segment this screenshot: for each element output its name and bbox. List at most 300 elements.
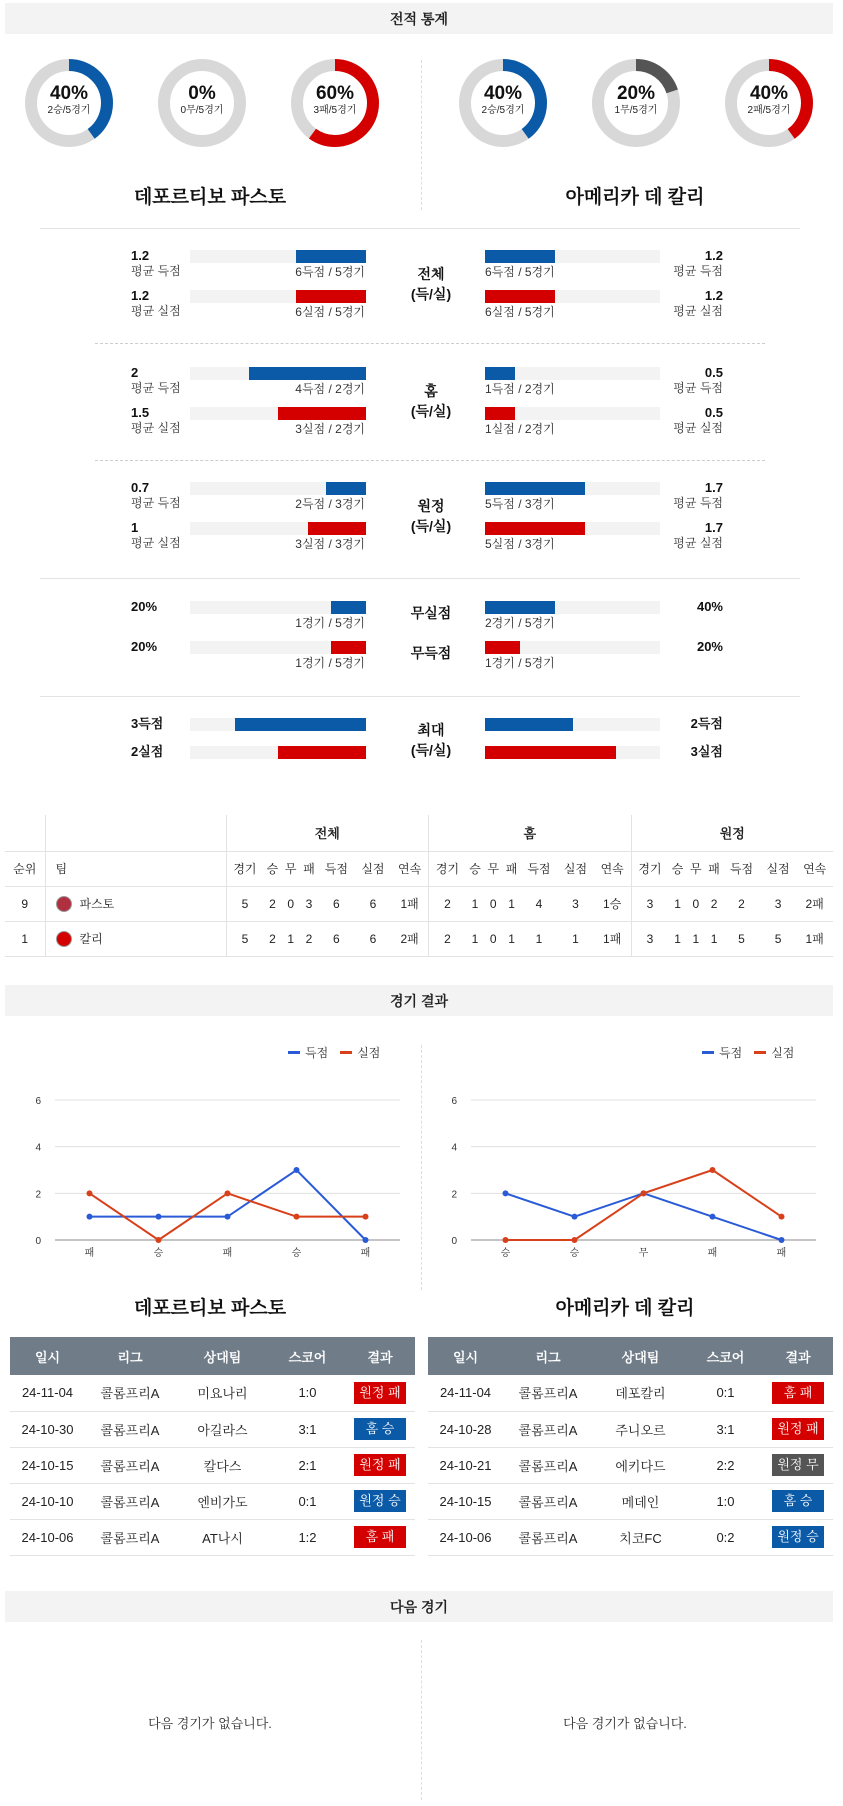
away-stat-label: 평균 실점 — [673, 421, 723, 435]
away-stat-bar — [485, 522, 585, 535]
donut-percent: 60% — [315, 83, 355, 104]
match-score: 0:1 — [270, 1483, 345, 1519]
stat-cell: 4 — [535, 896, 543, 911]
match-opponent: 주니오르 — [593, 1411, 688, 1447]
match-league: 콜롬프리A — [85, 1411, 175, 1447]
home-stat-value: 1.2 — [131, 288, 150, 303]
team-name: 칼리 — [79, 931, 103, 946]
data-point — [294, 1167, 300, 1173]
x-tick-label: 승 — [153, 1248, 164, 1259]
table-row — [428, 1447, 833, 1483]
x-tick-label: 승 — [569, 1248, 580, 1259]
data-point — [87, 1190, 93, 1196]
match-league: 콜롬프리A — [503, 1375, 593, 1411]
home-stat-value: 3득점 — [131, 716, 164, 731]
table-row — [10, 1375, 415, 1411]
results-col-header: 상대팀 — [175, 1337, 270, 1375]
team-crest-icon — [56, 931, 72, 947]
data-point — [225, 1190, 231, 1196]
result-badge: 원정 패 — [772, 1418, 824, 1440]
home-stat-bar — [331, 641, 366, 654]
col-header: 승 — [671, 862, 684, 876]
data-point — [87, 1214, 93, 1220]
team-crest-icon — [56, 896, 72, 912]
stat-cell: 1 — [508, 896, 515, 911]
col-header: 무 — [487, 862, 500, 876]
away-no-next-match: 다음 경기가 없습니다. — [563, 1716, 687, 1731]
stat-cell: 5 — [774, 931, 782, 946]
away-stat-bar — [485, 718, 573, 731]
standings-group-title: 전체 — [226, 815, 429, 851]
away-recent-goals-chart — [446, 1090, 826, 1270]
stat-cell: 2 — [738, 896, 745, 911]
section-title-record-stats: 전적 통계 — [5, 3, 833, 34]
home-stat-bar — [278, 407, 366, 420]
col-header: 실점 — [766, 862, 790, 876]
home-stat-value: 20% — [131, 599, 158, 614]
stat-cell: 1패 — [603, 932, 622, 946]
data-point — [363, 1237, 369, 1243]
stat-group-label — [391, 264, 471, 304]
match-league: 콜롬프리A — [85, 1375, 175, 1411]
donut-chart — [290, 58, 380, 148]
home-bar-caption: 3실점 / 3경기 — [295, 537, 365, 551]
match-score: 0:2 — [688, 1519, 763, 1555]
away-stat-bar — [485, 482, 585, 495]
away-stat-value: 1.7 — [704, 480, 723, 495]
data-point — [156, 1237, 162, 1243]
home-stat-value: 1.2 — [131, 248, 150, 263]
standings-table — [5, 815, 833, 957]
away-stat-label: 평균 실점 — [673, 304, 723, 318]
match-result-cell — [763, 1483, 833, 1519]
match-date: 24-10-21 — [428, 1447, 503, 1483]
col-header: 연속 — [398, 862, 422, 876]
table-row — [428, 1375, 833, 1411]
donut-chart — [724, 58, 814, 148]
stat-cell: 1 — [508, 931, 515, 946]
away-stat-value: 1.7 — [704, 520, 723, 535]
result-badge: 홈 승 — [354, 1418, 406, 1440]
col-header: 경기 — [429, 851, 466, 886]
table-row — [428, 1519, 833, 1555]
donut-percent: 0% — [188, 83, 216, 104]
stat-group-label — [391, 381, 471, 421]
home-stat-label: 평균 실점 — [131, 304, 181, 318]
data-point — [156, 1214, 162, 1220]
stat-cell: 2패 — [805, 897, 824, 911]
y-tick-label: 4 — [451, 1142, 457, 1154]
home-stat-label: 평균 실점 — [131, 421, 181, 435]
stat-cell: 1 — [572, 931, 579, 946]
away-stat-value: 3실점 — [690, 744, 723, 759]
match-score: 2:2 — [688, 1447, 763, 1483]
y-tick-label: 2 — [451, 1189, 457, 1201]
stat-cell: 5 — [226, 886, 263, 921]
home-bar-caption: 1경기 / 5경기 — [295, 616, 365, 630]
stat-group-title: 전체 — [417, 266, 445, 282]
y-tick-label: 2 — [35, 1189, 41, 1201]
divider — [421, 60, 422, 210]
y-tick-label: 0 — [35, 1236, 41, 1247]
match-league: 콜롬프리A — [85, 1447, 175, 1483]
home-stat-bar — [331, 601, 366, 614]
divider — [95, 343, 765, 344]
stat-cell: 1 — [710, 931, 718, 946]
away-stat-bar — [485, 367, 515, 380]
stat-cell: 1 — [471, 931, 479, 946]
away-stat-bar — [485, 407, 515, 420]
section-title-match-results: 경기 결과 — [5, 985, 833, 1016]
away-stat-value: 1.2 — [704, 248, 723, 263]
y-tick-label: 6 — [35, 1096, 41, 1107]
results-col-header: 리그 — [503, 1337, 593, 1375]
home-stat-bar — [326, 482, 366, 495]
data-point — [641, 1190, 647, 1196]
donut-label — [458, 84, 548, 117]
away-stat-bar — [485, 290, 555, 303]
result-badge: 홈 승 — [772, 1490, 824, 1512]
stat-group-title: 최대 — [417, 722, 445, 738]
data-point — [503, 1237, 509, 1243]
match-opponent: 치코FC — [593, 1519, 688, 1555]
x-tick-label: 패 — [222, 1248, 233, 1259]
stat-cell: 3 — [572, 896, 579, 911]
match-result-cell — [763, 1519, 833, 1555]
away-stat-label: 평균 득점 — [673, 381, 723, 395]
match-result-cell — [763, 1375, 833, 1411]
data-point — [294, 1214, 300, 1220]
home-stat-label: 평균 득점 — [131, 381, 181, 395]
col-header: 승 — [469, 862, 481, 876]
results-col-header: 일시 — [10, 1337, 85, 1375]
match-score: 1:0 — [270, 1375, 345, 1411]
stat-cell: 6 — [333, 896, 340, 911]
home-stat-value: 2실점 — [131, 744, 164, 759]
col-header: 무 — [284, 862, 297, 876]
match-result-cell — [345, 1411, 415, 1447]
stat-cell: 3 — [774, 896, 782, 911]
home-bar-caption: 4득점 / 2경기 — [295, 382, 365, 396]
stat-row-label: 무실점 — [410, 605, 452, 621]
stat-cell: 0 — [692, 896, 700, 911]
stat-cell: 3 — [631, 886, 668, 921]
home-bar-caption: 2득점 / 3경기 — [295, 497, 365, 511]
match-opponent: 칼다스 — [175, 1447, 270, 1483]
stat-group-subtitle: (득/실) — [410, 403, 452, 419]
donut-label — [157, 84, 247, 117]
stat-group-label — [391, 720, 471, 760]
rank-cell: 9 — [21, 896, 29, 911]
col-header: 실점 — [361, 862, 385, 876]
match-league: 콜롬프리A — [503, 1411, 593, 1447]
series-line — [90, 1170, 366, 1240]
result-badge: 원정 패 — [354, 1382, 406, 1404]
stat-cell: 1 — [471, 896, 479, 911]
results-col-header: 결과 — [345, 1337, 415, 1375]
legend-conceded-label: 실점 — [357, 1046, 381, 1060]
away-bar-caption: 5실점 / 3경기 — [485, 537, 555, 551]
stat-cell: 5 — [738, 931, 745, 946]
stat-cell: 3 — [305, 896, 313, 911]
x-tick-label: 무 — [638, 1248, 649, 1259]
donut-label — [24, 84, 114, 117]
home-team-name-results: 데포르티보 파스토 — [133, 1298, 287, 1319]
away-team-name: 아메리카 데 칼리 — [565, 187, 705, 208]
data-point — [363, 1214, 369, 1220]
donut-chart — [24, 58, 114, 148]
match-date: 24-10-28 — [428, 1411, 503, 1447]
stat-cell: 2 — [710, 896, 718, 911]
col-header: 연속 — [600, 862, 624, 876]
donut-label — [290, 84, 380, 117]
col-team: 팀 — [45, 851, 226, 886]
donut-percent: 40% — [749, 83, 789, 104]
away-stat-value: 0.5 — [704, 405, 723, 420]
away-bar-caption: 5득점 / 3경기 — [485, 497, 555, 511]
donut-subtext: 1무/5경기 — [614, 105, 658, 116]
match-opponent: 아길라스 — [175, 1411, 270, 1447]
home-stat-bar — [249, 367, 366, 380]
away-bar-caption: 6실점 / 5경기 — [485, 305, 555, 319]
home-team-name: 데포르티보 파스토 — [133, 187, 287, 208]
stat-group-label — [391, 496, 471, 536]
col-header: 패 — [708, 862, 720, 876]
home-no-next-match: 다음 경기가 없습니다. — [148, 1716, 272, 1731]
result-badge: 원정 패 — [354, 1454, 406, 1476]
team-cell — [45, 886, 226, 921]
away-stat-value: 1.2 — [704, 288, 723, 303]
match-opponent: 엔비가도 — [175, 1483, 270, 1519]
results-col-header: 리그 — [85, 1337, 175, 1375]
home-stat-bar — [278, 746, 366, 759]
stat-group-title: 홈 — [424, 383, 438, 399]
home-stat-label: 평균 실점 — [131, 536, 181, 550]
stat-cell: 2 — [269, 931, 276, 946]
stat-cell: 2 — [269, 896, 276, 911]
match-score: 3:1 — [270, 1411, 345, 1447]
match-date: 24-10-30 — [10, 1411, 85, 1447]
away-bar-caption: 1경기 / 5경기 — [485, 656, 555, 670]
match-date: 24-11-04 — [428, 1375, 503, 1411]
chart-legend-away — [702, 1044, 794, 1061]
match-score: 1:0 — [688, 1483, 763, 1519]
match-opponent: 미요나리 — [175, 1375, 270, 1411]
results-col-header: 일시 — [428, 1337, 503, 1375]
home-stat-bar — [296, 290, 366, 303]
donut-chart — [157, 58, 247, 148]
match-score: 2:1 — [270, 1447, 345, 1483]
home-stat-bar — [308, 522, 366, 535]
home-stat-value: 2 — [131, 365, 139, 380]
series-line — [506, 1193, 782, 1240]
divider — [421, 1640, 422, 1800]
away-stat-bar — [485, 250, 555, 263]
col-header: 패 — [505, 862, 518, 876]
data-point — [710, 1214, 716, 1220]
table-row — [428, 1483, 833, 1519]
match-date: 24-10-06 — [10, 1519, 85, 1555]
donut-label — [724, 84, 814, 117]
away-stat-value: 0.5 — [704, 365, 723, 380]
legend-swatch-scored — [702, 1051, 714, 1054]
table-row — [10, 1447, 415, 1483]
results-col-header: 스코어 — [270, 1337, 345, 1375]
home-bar-caption: 6득점 / 5경기 — [295, 265, 365, 279]
table-row — [10, 1483, 415, 1519]
home-bar-caption: 3실점 / 2경기 — [295, 422, 365, 436]
stat-cell: 2 — [429, 886, 466, 921]
away-bar-caption: 2경기 / 5경기 — [485, 616, 555, 630]
stat-cell: 1 — [674, 931, 681, 946]
match-opponent: 에키다드 — [593, 1447, 688, 1483]
stat-cell: 1승 — [603, 897, 622, 911]
x-tick-label: 패 — [776, 1248, 787, 1259]
donut-percent: 40% — [49, 83, 89, 104]
away-bar-caption: 1득점 / 2경기 — [485, 382, 555, 396]
team-name: 파스토 — [79, 896, 115, 911]
stat-cell: 1 — [692, 931, 700, 946]
col-header: 승 — [266, 862, 279, 876]
match-date: 24-10-15 — [428, 1483, 503, 1519]
table-row — [10, 1411, 415, 1447]
legend-swatch-conceded — [340, 1051, 352, 1054]
stat-group-subtitle: (득/실) — [410, 518, 452, 534]
away-stat-value: 2득점 — [690, 716, 723, 731]
stat-cell: 0 — [489, 931, 497, 946]
match-opponent: 메데인 — [593, 1483, 688, 1519]
legend-swatch-conceded — [754, 1051, 766, 1054]
result-badge: 원정 승 — [772, 1526, 824, 1548]
data-point — [710, 1167, 716, 1173]
stat-cell: 1 — [674, 896, 681, 911]
standings-group-title: 홈 — [429, 815, 632, 851]
donut-label — [591, 84, 681, 117]
divider — [421, 1045, 422, 1290]
home-bar-caption: 6실점 / 5경기 — [295, 305, 365, 319]
match-date: 24-10-15 — [10, 1447, 85, 1483]
match-result-cell — [345, 1447, 415, 1483]
data-point — [225, 1214, 231, 1220]
match-score: 0:1 — [688, 1375, 763, 1411]
result-badge: 원정 무 — [772, 1454, 824, 1476]
home-recent-goals-chart — [30, 1090, 410, 1270]
match-opponent: AT나시 — [175, 1519, 270, 1555]
stat-cell: 5 — [226, 921, 263, 956]
col-header: 득점 — [729, 862, 754, 876]
match-result-cell — [345, 1519, 415, 1555]
away-bar-caption: 1실점 / 2경기 — [485, 422, 555, 436]
home-bar-caption: 1경기 / 5경기 — [295, 656, 365, 670]
away-stat-bar — [485, 746, 616, 759]
donut-subtext: 0무/5경기 — [180, 105, 224, 116]
stat-cell: 0 — [489, 896, 497, 911]
legend-swatch-scored — [288, 1051, 300, 1054]
stat-cell: 1 — [535, 931, 543, 946]
match-league: 콜롬프리A — [503, 1519, 593, 1555]
home-stat-bar — [296, 250, 366, 263]
match-date: 24-11-04 — [10, 1375, 85, 1411]
stat-group-title: 원정 — [417, 498, 445, 514]
standings-group-header — [5, 815, 833, 851]
match-league: 콜롬프리A — [85, 1483, 175, 1519]
legend-scored-label: 득점 — [305, 1046, 329, 1060]
match-date: 24-10-10 — [10, 1483, 85, 1519]
away-stat-label: 평균 득점 — [673, 264, 723, 278]
stat-cell: 1패 — [805, 932, 824, 946]
y-tick-label: 6 — [451, 1096, 457, 1107]
x-tick-label: 승 — [291, 1248, 302, 1259]
away-bar-caption: 6득점 / 5경기 — [485, 265, 555, 279]
stat-cell: 6 — [333, 931, 340, 946]
y-tick-label: 0 — [451, 1236, 457, 1247]
match-date: 24-10-06 — [428, 1519, 503, 1555]
match-league: 콜롬프리A — [85, 1519, 175, 1555]
home-stat-label: 평균 득점 — [131, 264, 181, 278]
match-score: 3:1 — [688, 1411, 763, 1447]
x-tick-label: 패 — [84, 1248, 95, 1259]
standings-column-header — [5, 851, 833, 886]
stat-cell: 1 — [287, 931, 295, 946]
divider — [40, 228, 800, 229]
stat-cell: 0 — [287, 896, 295, 911]
away-stat-label: 평균 득점 — [673, 496, 723, 510]
results-col-header: 스코어 — [688, 1337, 763, 1375]
donut-percent: 20% — [616, 83, 656, 104]
section-title-next-match: 다음 경기 — [5, 1591, 833, 1622]
rank-cell: 1 — [21, 931, 29, 946]
stat-row-label: 무득점 — [410, 645, 452, 661]
donut-subtext: 2승/5경기 — [47, 105, 91, 116]
col-header: 실점 — [563, 862, 588, 876]
x-tick-label: 승 — [500, 1248, 511, 1259]
stat-cell: 2 — [429, 921, 466, 956]
away-stat-label: 평균 실점 — [673, 536, 723, 550]
donut-subtext: 2승/5경기 — [481, 105, 525, 116]
chart-legend-home — [288, 1044, 380, 1061]
stat-cell: 2 — [305, 931, 313, 946]
match-result-cell — [345, 1483, 415, 1519]
legend-conceded-label: 실점 — [771, 1046, 795, 1060]
stat-cell: 6 — [369, 896, 377, 911]
col-header: 연속 — [803, 862, 827, 876]
donut-percent: 40% — [483, 83, 523, 104]
table-row — [5, 921, 833, 956]
table-row — [5, 886, 833, 921]
match-opponent: 데포칼리 — [593, 1375, 688, 1411]
away-stat-bar — [485, 601, 555, 614]
divider — [40, 696, 800, 697]
home-stat-bar — [235, 718, 366, 731]
match-result-cell — [345, 1375, 415, 1411]
home-stat-value: 0.7 — [131, 480, 150, 495]
col-header: 득점 — [527, 862, 551, 876]
results-col-header: 결과 — [763, 1337, 833, 1375]
divider — [95, 460, 765, 461]
away-stat-bar — [485, 641, 520, 654]
data-point — [779, 1214, 785, 1220]
donut-chart — [458, 58, 548, 148]
match-league: 콜롬프리A — [503, 1483, 593, 1519]
home-stat-value: 1.5 — [131, 405, 150, 420]
data-point — [503, 1190, 509, 1196]
col-header: 득점 — [324, 862, 348, 876]
col-header: 무 — [690, 862, 702, 876]
stat-group-subtitle: (득/실) — [410, 742, 452, 758]
col-header: 경기 — [226, 851, 263, 886]
col-rank: 순위 — [13, 862, 37, 876]
data-point — [779, 1237, 785, 1243]
